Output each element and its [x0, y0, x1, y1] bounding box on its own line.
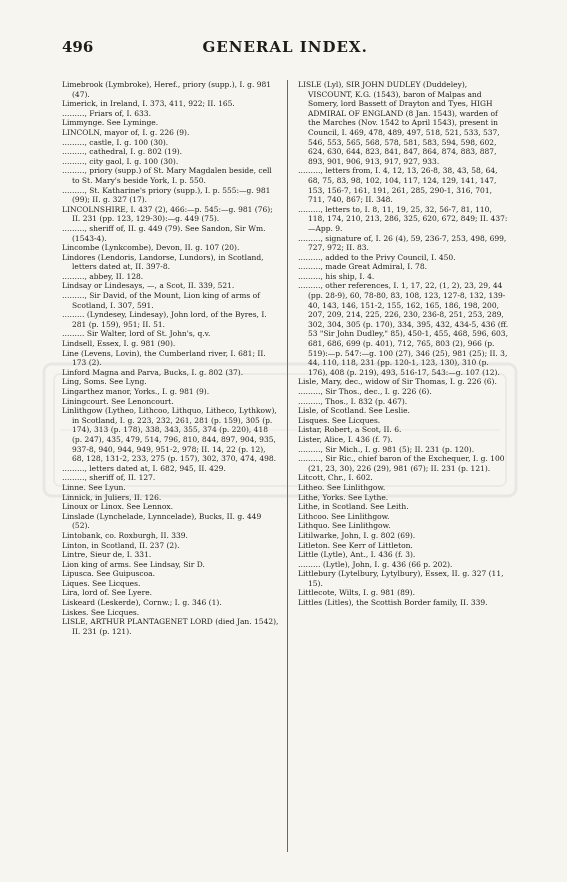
index-entry: Lincombe (Lynkcombe), Devon, II. g. 107 (20).	[62, 243, 240, 253]
index-entry: Lion king of arms. See Lindsay, Sir D.	[62, 559, 205, 569]
index-entry: Lintre, Sieur de, I. 331.	[62, 550, 152, 560]
index-entry: Liskes. See Licques.	[62, 607, 140, 617]
index-entry: Litheo. See Linlithgow.	[298, 482, 386, 492]
index-entry: Lithe, in Scotland. See Leith.	[298, 502, 409, 512]
index-entry: ………, Friars of, I. 633.	[62, 108, 151, 118]
index-entry: Lindsell, Essex, I. g. 981 (90).	[62, 339, 176, 349]
index-entry: Littlebury (Lytelbury, Lytylbury), Essex, II. g. 327 (11, 15).	[298, 569, 504, 588]
index-entry: Ling, Soms. See Lyng.	[62, 377, 147, 387]
index-entry: ………, abbey, II. 128.	[62, 271, 144, 281]
index-entry: ………, sheriff of, II. 127.	[62, 473, 156, 483]
index-entry: LISLE, ARTHUR PLANTAGENET LORD (died Jan. 1542), II. 231 (p. 121).	[62, 617, 279, 636]
index-entry: ……… (Lyndesey, Lindesay), John lord, of the Byres, I. 281 (p. 159), 951; II. 51.	[62, 310, 267, 329]
index-entry: Linford Magna and Parva, Bucks, I. g. 802 (37).	[62, 367, 244, 377]
index-entry: Littles (Litles), the Scottish Border family, II. 339.	[298, 598, 488, 608]
index-entry: Lithe, Yorks. See Lythe.	[298, 492, 389, 502]
index-entry: ………, sheriff of, II. g. 449 (79). See Sandon, Sir Wm. (1543-4).	[62, 223, 266, 243]
index-entry: Linlithgow (Lytheo, Lithcoo, Lithquo, Litheco, Lythkow), in Scotland, I. g. 223, 232, 261, 281 (p. 159), 305 (p. 174), 313 (p. 178), 338, 343, 355, 374 (p. 220), 418 (p. 247), 435, 479, 514, 796, 810, 844, 897, 904, 935, 937-8, 940, 944, 949, 951-2, 978; II. 14, 22 (p. 12), 68, 128, 131-2, 233, 275 (p. 157), 302, 370, 474, 498.	[62, 406, 277, 464]
index-entry: ………, city gaol, I. g. 100 (30).	[62, 156, 179, 166]
index-entry: Linton, in Scotland, II. 237 (2).	[62, 540, 180, 550]
page-number: 496	[62, 38, 94, 56]
index-entry: ………, cathedral, I. g. 802 (19).	[62, 147, 183, 157]
index-entry: LISLE (Lyl), SIR JOHN DUDLEY (Duddeley), VISCOUNT, K.G. (1543), baron of Malpas and Somery, lord Bassett of Drayton and Tyes, HIGH ADMIRAL OF ENGLAND (8 Jan. 1543), warden of the Marches (Nov. 1542 to April 1543), present in Council, I. 469, 478, 489, 497, 518, 521, 533, 537, 546, 553, 565, 568, 578, 581, 583, 594, 598, 602, 624, 630, 644, 823, 841, 847, 864, 874, 883, 887, 893, 901, 906, 913, 917, 927, 933.	[298, 80, 500, 166]
page-header	[62, 38, 507, 60]
index-entry: ………, added to the Privy Council, I. 450.	[298, 252, 456, 262]
right-column	[298, 80, 510, 862]
index-entry: Lisle, of Scotland. See Leslie.	[298, 406, 410, 416]
index-entry: Lipusca. See Guipuscoa.	[62, 569, 155, 579]
index-entry: ………, signature of, I. 26 (4), 59, 236-7, 253, 498, 699, 727, 972; II. 83.	[298, 233, 507, 253]
left-column	[62, 80, 279, 862]
index-entry: Litcott, Chr., I. 602.	[298, 473, 373, 483]
index-entry: Lingarthez manor, Yorks., I. g. 981 (9).	[62, 387, 210, 396]
page-title: GENERAL INDEX.	[202, 38, 368, 56]
index-entry: Lister, Alice, I. 436 (f. 7).	[298, 434, 393, 444]
index-entry: Limerick, in Ireland, I. 373, 411, 922; II. 165.	[62, 99, 235, 109]
index-entry: Liskeard (Leskerde), Cornw.; I. g. 346 (1).	[62, 598, 222, 608]
index-entry: Little (Lytle), Ant., I. 436 (f. 3).	[298, 550, 416, 560]
index-entry: LINCOLNSHIRE, I. 437 (2), 466:—p. 545:—g. 981 (76); II. 231 (pp. 123, 129-30):—g. 449 (75).	[62, 204, 273, 224]
index-entry: Lisle, Mary, dec., widow of Sir Thomas, I. g. 226 (6).	[298, 377, 497, 387]
index-entry: Lindores (Lendoris, Landorse, Lundors), in Scotland, letters dated at, II. 397-8.	[62, 252, 264, 272]
index-entry: ………, letters dated at, I. 682, 945, II. 429.	[62, 463, 226, 473]
index-entry: Limebrook (Lymbroke), Heref., priory (supp.), I. g. 981 (47).	[62, 80, 272, 99]
index-entry: ……… Sir Walter, lord of St. John's, q.v.	[62, 329, 211, 339]
index-entry: Litilwarke, John, I. g. 802 (69).	[298, 530, 416, 540]
index-entry: Lisques. See Licques.	[298, 415, 381, 425]
index-entry: ………, St. Katharine's priory (supp.), I. p. 555:—g. 981 (99); II. g. 327 (17).	[62, 185, 271, 205]
index-entry: ………, his ship, I. 4.	[298, 271, 375, 281]
index-entry: Lira, lord of. See Lyere.	[62, 588, 153, 598]
index-entry: Littlecote, Wilts, I. g. 981 (89).	[298, 588, 415, 598]
index-entry: ……… (Lytle), John, I. g. 436 (66 p. 202).	[298, 559, 453, 569]
index-entry: ………, Sir Mich., I. g. 981 (5); II. 231 (p. 120).	[298, 444, 475, 454]
index-entry: Litleton. See Kerr of Littleton.	[298, 540, 413, 550]
column-divider	[287, 80, 288, 852]
index-entry: Listar, Robert, a Scot, II. 6.	[298, 425, 402, 435]
index-entry: Linne. See Lyun.	[62, 482, 126, 492]
index-entry: ………, priory (supp.) of St. Mary Magdalen beside, cell to St. Mary's beside York, I. p. 550.	[62, 166, 272, 185]
index-entry: ………, letters to, I. 8, 11, 19, 25, 32, 56-7, 81, 110, 118, 174, 210, 213, 286, 325, 620, 672, 849; II. 437:—App. 9.	[298, 204, 508, 233]
index-entry: ………, other references, I. 1, 17, 22, (1, 2), 23, 29, 44 (pp. 28-9), 60, 78-80, 83, 108, 123, 127-8, 132, 139-40, 143, 146, 151-2, 155, 162, 165, 186, 198, 200, 207, 209, 214, 225, 226, 230, 236-8, 251, 253, 289, 302, 304, 305 (p. 170), 334, 395, 432, 434-5, 436 (ff. 53 "Sir John Dudley," 85), 450-1, 455, 468, 596, 603, 681, 686, 699 (p. 401), 712, 765, 803 (2), 966 (p. 519):—p. 547:—g. 100 (27), 346 (25), 981 (25); II. 3, 44, 110, 118, 231 (pp. 120-1, 123, 130), 310 (p. 176), 408 (p. 219), 493, 516-17, 543:—g. 107 (12).	[298, 281, 509, 377]
index-entry: ………, Sir David, of the Mount, Lion king of arms of Scotland, I. 307, 591.	[62, 291, 260, 310]
index-entry: Lithcoo. See Linlithgow.	[298, 511, 390, 521]
index-entry: ………, Sir Ric., chief baron of the Exchequer, I. g. 100 (21, 23, 30), 226 (29), 981 (67); II. 231 (p. 121).	[298, 454, 505, 473]
index-entry: Lithquo. See Linlithgow.	[298, 521, 391, 531]
index-entry: Lindsay or Lindesays, —, a Scot, II. 339, 521.	[62, 281, 235, 291]
index-entry: Linoux or Linox. See Lennox.	[62, 502, 173, 512]
index-entry: Liningcourt. See Lenoncourt.	[62, 396, 174, 406]
index-entry: Line (Levens, Lovin), the Cumberland river, I. 681; II. 173 (2).	[62, 348, 266, 368]
index-entry: Linnick, in Juliers, II. 126.	[62, 492, 162, 502]
index-entry: ………, Sir Thos., dec., I. g. 226 (6).	[298, 387, 432, 396]
index-entry: ………, Thos., I. 832 (p. 467).	[298, 396, 408, 406]
index-entry: ………, letters from, I. 4, 12, 13, 26-8, 38, 43, 58, 64, 68, 75, 83, 98, 102, 104, 117, 124, 129, 141, 147, 153, 156-7, 161, 191, 261, 285, 290-1, 316, 701, 711, 740, 867; II. 348.	[298, 166, 498, 205]
index-entry: Lintobank, co. Roxburgh, II. 339.	[62, 530, 188, 540]
index-entry: LINCOLN, mayor of, I. g. 226 (9).	[62, 127, 190, 137]
index-entry: ………, made Great Admiral, I. 78.	[298, 262, 427, 272]
index-entry: Limmynge. See Lyminge.	[62, 118, 159, 128]
index-entry: ………, castle, I. g. 100 (30).	[62, 137, 169, 147]
index-entry: Linslade (Lynchelade, Lynncelade), Bucks, II. g. 449 (52).	[62, 511, 262, 531]
index-entry: Liques. See Licques.	[62, 578, 141, 588]
